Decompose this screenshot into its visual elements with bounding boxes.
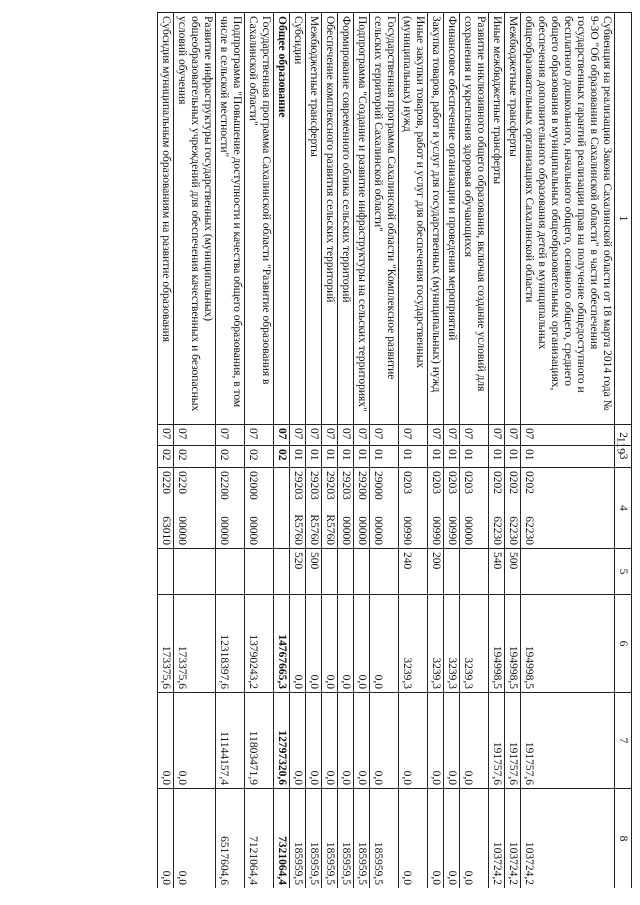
target-code-part2: 00000 (462, 516, 474, 545)
row-amount-year2: 0,0 (399, 693, 428, 789)
row-name: Государственная программа Сахалинской области "Развитие образования в Сахалинской области" (245, 13, 274, 425)
row-subsection-code: 01 (370, 446, 399, 468)
budget-sheet (40, 12, 632, 888)
table-row (245, 13, 274, 889)
row-expense-type (521, 549, 615, 595)
row-amount-year3: 103724,2 (521, 789, 615, 889)
row-amount-year2: 11144157,4 (216, 693, 245, 789)
row-amount-year1: 194998,5 (521, 595, 615, 693)
row-name: Субсидия муниципальным образованиям на развитие образования (158, 13, 174, 425)
row-target-code (428, 468, 444, 549)
row-expense-type (174, 549, 216, 595)
table-body (158, 13, 615, 889)
target-code-part1: 29203 (324, 471, 336, 500)
row-amount-year2: 0,0 (322, 693, 338, 789)
row-amount-year3: 185959,5 (370, 789, 399, 889)
target-code-part1: 29203 (340, 471, 352, 500)
row-amount-year3: 0,0 (460, 789, 489, 889)
target-code-part1: 0203 (430, 471, 442, 494)
row-target-code (399, 468, 428, 549)
row-subsection-code: 01 (460, 446, 489, 468)
row-section-code: 07 (174, 425, 216, 446)
row-name: Подпрограмма "Создание и развитие инфраструктуры на сельских территориях" (354, 13, 370, 425)
header-cell: 6 (615, 595, 632, 693)
target-code-part1: 0220 (160, 471, 172, 494)
row-amount-year1: 13790243,2 (245, 595, 274, 693)
row-subsection-code: 02 (174, 446, 216, 468)
row-section-code: 07 (216, 425, 245, 446)
row-subsection-code: 02 (158, 446, 174, 468)
row-expense-type (322, 549, 338, 595)
target-code-part1: 02200 (218, 471, 230, 500)
row-amount-year1: 3239,3 (460, 595, 489, 693)
row-subsection-code: 01 (290, 446, 306, 468)
table-row (216, 13, 245, 889)
row-name: Закупка товаров, работ и услуг для государственных (муниципальных) нужд (428, 13, 444, 425)
row-expense-type (354, 549, 370, 595)
row-amount-year3: 0,0 (444, 789, 460, 889)
row-section-code: 07 (158, 425, 174, 446)
row-subsection-code: 02 (216, 446, 245, 468)
row-amount-year1: 194998,5 (489, 595, 505, 693)
row-name: Формирование современного облика сельских территорий (338, 13, 354, 425)
row-name: Субвенция на реализацию Закона Сахалинской области от 18 марта 2014 года № 9-ЗО "Об образовании в Сахалинской области" в части обеспечения государственных гарантий реализации прав на получение общедоступного и бесплатного дошкольного, начального общего, основного общего, среднего общего образования в муниципальных общеобразовательных организациях, обеспечения дополнительного образования детей в муниципальных общеобразовательных организациях Сахалинской области (521, 13, 615, 425)
row-name: Обеспечение комплексного развития сельских территорий (322, 13, 338, 425)
row-subsection-code: 02 (245, 446, 274, 468)
table-row (505, 13, 521, 889)
target-code-part1: 0202 (523, 471, 535, 494)
row-name: Подпрограмма "Повышение доступности и качества общего образования, в том числе в сельской местности" (216, 13, 245, 425)
row-section-code: 07 (245, 425, 274, 446)
target-code-part2: 00990 (446, 516, 458, 545)
row-subsection-code: 01 (354, 446, 370, 468)
row-amount-year3: 185959,5 (354, 789, 370, 889)
row-amount-year3: 7121064,4 (245, 789, 274, 889)
target-code-part1: 0203 (446, 471, 458, 494)
table-row (174, 13, 216, 889)
target-code-part2: 62230 (491, 516, 503, 545)
row-amount-year3: 0,0 (399, 789, 428, 889)
row-section-code: 07 (354, 425, 370, 446)
table-row (322, 13, 338, 889)
target-code-part1: 0220 (176, 471, 188, 494)
target-code-part2: R5760 (292, 514, 304, 545)
row-target-code (216, 468, 245, 549)
row-subsection-code: 01 (521, 446, 615, 468)
header-cell: 2 (615, 425, 632, 446)
row-amount-year2: 0,0 (370, 693, 399, 789)
row-target-code (444, 468, 460, 549)
row-amount-year2: 191757,6 (521, 693, 615, 789)
target-code-part2: 62230 (523, 516, 535, 545)
row-target-code (174, 468, 216, 549)
row-expense-type (460, 549, 489, 595)
row-amount-year3: 185959,5 (338, 789, 354, 889)
row-amount-year1: 0,0 (322, 595, 338, 693)
target-code-part2: 00990 (430, 516, 442, 545)
row-amount-year3: 7321064,4 (274, 789, 290, 889)
row-amount-year2: 0,0 (444, 693, 460, 789)
row-amount-year3: 6517604,6 (216, 789, 245, 889)
row-expense-type (444, 549, 460, 595)
target-code-part2: 00000 (247, 516, 259, 545)
row-expense-type: 500 (505, 549, 521, 595)
row-amount-year2: 191757,6 (505, 693, 521, 789)
row-target-code (306, 468, 322, 549)
row-amount-year2: 191757,6 (489, 693, 505, 789)
target-code-part2: 63010 (160, 516, 172, 545)
target-code-part2: 00000 (176, 516, 188, 545)
target-code-part2: 00990 (401, 516, 413, 545)
row-section-code: 07 (505, 425, 521, 446)
row-expense-type: 540 (489, 549, 505, 595)
row-target-code (489, 468, 505, 549)
table-row (428, 13, 444, 889)
row-subsection-code: 01 (505, 446, 521, 468)
row-target-code (290, 468, 306, 549)
target-code-part1: 29200 (356, 471, 368, 500)
row-target-code (245, 468, 274, 549)
row-amount-year1: 0,0 (306, 595, 322, 693)
row-expense-type: 520 (290, 549, 306, 595)
row-subsection-code: 02 (274, 446, 290, 468)
row-target-code (338, 468, 354, 549)
table-row (521, 13, 615, 889)
row-section-code: 07 (370, 425, 399, 446)
row-amount-year2: 12797320,6 (274, 693, 290, 789)
row-section-code: 07 (428, 425, 444, 446)
row-amount-year3: 103724,2 (489, 789, 505, 889)
row-subsection-code: 01 (322, 446, 338, 468)
table-row (444, 13, 460, 889)
table-row (489, 13, 505, 889)
row-name: Финансовое обеспечение организации и проведения мероприятий (444, 13, 460, 425)
row-amount-year1: 173375,6 (174, 595, 216, 693)
row-section-code: 07 (306, 425, 322, 446)
table-row (460, 13, 489, 889)
row-subsection-code: 01 (338, 446, 354, 468)
target-code-part1: 0202 (507, 471, 519, 494)
row-amount-year1: 12318397,6 (216, 595, 245, 693)
target-code-part1: 0203 (462, 471, 474, 494)
row-amount-year1: 194998,5 (505, 595, 521, 693)
row-subsection-code: 01 (399, 446, 428, 468)
row-amount-year1: 173375,6 (158, 595, 174, 693)
target-code-part2: R5760 (324, 514, 336, 545)
target-code-part1: 0203 (401, 471, 413, 494)
table-row (338, 13, 354, 889)
row-expense-type (158, 549, 174, 595)
target-code-part2: R5760 (308, 514, 320, 545)
target-code-part2: 00000 (372, 516, 384, 545)
header-cell: 3 (615, 446, 632, 468)
target-code-part2: 00000 (340, 516, 352, 545)
table-row (399, 13, 428, 889)
row-amount-year3: 0,0 (158, 789, 174, 889)
row-amount-year1: 0,0 (354, 595, 370, 693)
row-subsection-code: 01 (489, 446, 505, 468)
target-code-part2: 62230 (507, 516, 519, 545)
row-amount-year2: 11803471,9 (245, 693, 274, 789)
row-expense-type: 240 (399, 549, 428, 595)
row-target-code (460, 468, 489, 549)
row-expense-type (274, 549, 290, 595)
table-row (306, 13, 322, 889)
row-amount-year3: 185959,5 (322, 789, 338, 889)
table-row (158, 13, 174, 889)
row-amount-year3: 185959,5 (290, 789, 306, 889)
row-name: Межбюджетные трансферты (306, 13, 322, 425)
row-amount-year2: 0,0 (460, 693, 489, 789)
row-amount-year2: 0,0 (428, 693, 444, 789)
row-amount-year1: 0,0 (338, 595, 354, 693)
row-target-code (158, 468, 174, 549)
row-target-code (322, 468, 338, 549)
header-cell: 7 (615, 693, 632, 789)
row-amount-year1: 3239,3 (428, 595, 444, 693)
row-expense-type (370, 549, 399, 595)
row-name: Развитие инклюзивного общего образования, включая создание условий для сохранения и укрепления здоровья обучающихся (460, 13, 489, 425)
row-expense-type (216, 549, 245, 595)
row-name: Межбюджетные трансферты (505, 13, 521, 425)
row-name: Общее образование (274, 13, 290, 425)
row-subsection-code: 01 (428, 446, 444, 468)
row-amount-year1: 3239,3 (444, 595, 460, 693)
row-expense-type: 200 (428, 549, 444, 595)
table-row (290, 13, 306, 889)
target-code-part1: 29203 (308, 471, 320, 500)
row-section-code: 07 (338, 425, 354, 446)
target-code-part2: 00000 (356, 516, 368, 545)
header-cell: 4 (615, 468, 632, 549)
row-target-code (354, 468, 370, 549)
table-row (354, 13, 370, 889)
row-amount-year1: 0,0 (290, 595, 306, 693)
row-amount-year3: 0,0 (174, 789, 216, 889)
row-amount-year2: 0,0 (158, 693, 174, 789)
table-row (370, 13, 399, 889)
page-number: 119 (614, 436, 629, 455)
header-cell: 8 (615, 789, 632, 889)
row-target-code (370, 468, 399, 549)
row-section-code: 07 (322, 425, 338, 446)
row-target-code (505, 468, 521, 549)
row-amount-year2: 0,0 (174, 693, 216, 789)
row-section-code: 07 (274, 425, 290, 446)
rotated-page (40, 12, 632, 888)
header-row (615, 13, 632, 889)
target-code-part1: 29203 (292, 471, 304, 500)
row-expense-type (338, 549, 354, 595)
row-expense-type: 500 (306, 549, 322, 595)
row-expense-type (245, 549, 274, 595)
header-cell: 1 (615, 13, 632, 425)
row-section-code: 07 (444, 425, 460, 446)
row-subsection-code: 01 (444, 446, 460, 468)
row-amount-year2: 0,0 (306, 693, 322, 789)
row-amount-year1: 0,0 (370, 595, 399, 693)
row-amount-year3: 103724,2 (505, 789, 521, 889)
row-amount-year3: 0,0 (428, 789, 444, 889)
row-amount-year2: 0,0 (354, 693, 370, 789)
target-code-part2: 00000 (218, 516, 230, 545)
row-target-code (521, 468, 615, 549)
target-code-part1: 0202 (491, 471, 503, 494)
row-section-code: 07 (290, 425, 306, 446)
row-amount-year1: 14767665,3 (274, 595, 290, 693)
row-section-code: 07 (521, 425, 615, 446)
row-section-code: 07 (399, 425, 428, 446)
row-name: Иные закупки товаров, работ и услуг для обеспечения государственных (муниципальных) нужд (399, 13, 428, 425)
row-amount-year1: 3239,3 (399, 595, 428, 693)
row-section-code: 07 (489, 425, 505, 446)
row-section-code: 07 (460, 425, 489, 446)
row-name: Иные межбюджетные трансферты (489, 13, 505, 425)
row-amount-year2: 0,0 (290, 693, 306, 789)
row-subsection-code: 01 (306, 446, 322, 468)
row-name: Субсидии (290, 13, 306, 425)
target-code-part1: 29000 (372, 471, 384, 500)
row-name: Государственная программа Сахалинской области "Комплексное развитие сельских территорий Сахалинской области" (370, 13, 399, 425)
budget-table (157, 12, 632, 888)
row-amount-year3: 185959,5 (306, 789, 322, 889)
target-code-part1: 02000 (247, 471, 259, 500)
table-row (274, 13, 290, 889)
header-cell: 5 (615, 549, 632, 595)
row-amount-year2: 0,0 (338, 693, 354, 789)
row-name: Развитие инфраструктуры государственных (муниципальных) общеобразовательных учреждений для обеспечения качественных и безопасных условий обучения (174, 13, 216, 425)
row-target-code (274, 468, 290, 549)
